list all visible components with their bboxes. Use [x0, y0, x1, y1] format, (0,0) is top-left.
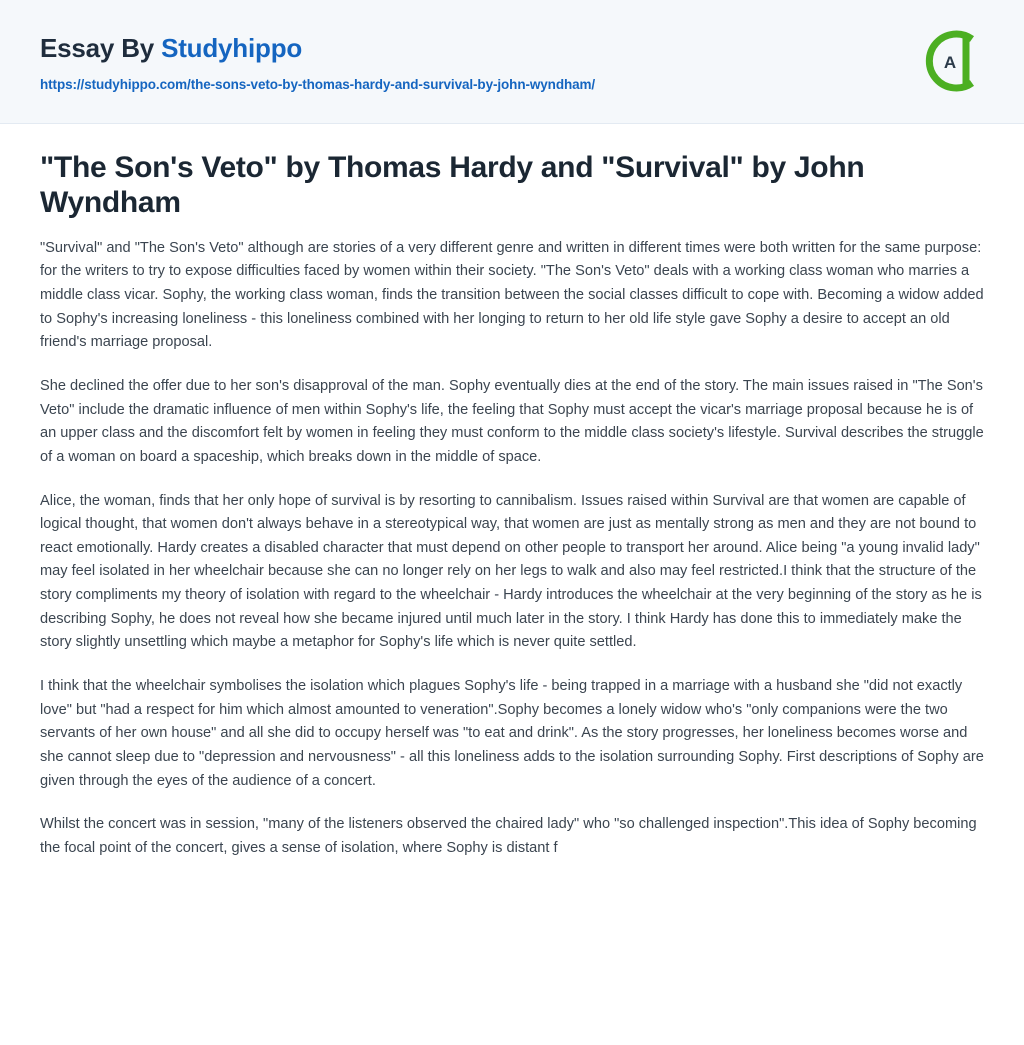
site-url[interactable]: https://studyhippo.com/the-sons-veto-by-thomas-hardy-and-survival-by-john-wyndham/	[40, 76, 596, 92]
article-body	[0, 124, 1024, 891]
article-paragraph: Alice, the woman, finds that her only hope of survival is by resorting to cannibalism. Issues raised within Survival are that women are capable of logical thought, that women don't always behave in a stereotypical way, that women are just as mentally strong as men and they are not bound to react emotionally. Hardy creates a disabled character that must depend on other people to transport her around. Alice being "a young invalid lady" may feel isolated in her wheelchair because she can no longer rely on her legs to walk and also may feel restricted.I think that the structure of the story compliments my theory of isolation with regard to the wheelchair - Hardy introduces the wheelchair at the very beginning of the story as he is describing Sophy, he does not reveal how she became injured until much later in the story. I think Hardy has done this to immediately make the story slightly unsettling which maybe a metaphor for Sophy's life which is never quite settled.	[40, 492, 982, 651]
brand-title	[40, 34, 984, 63]
article-paragraph: I think that the wheelchair symbolises the isolation which plagues Sophy's life - being trapped in a marriage with a husband she "did not exactly love" but "had a respect for him which almost amounted to veneration".Sophy becomes a lonely widow who's "only companions were the two servants of her own house" and all she did to occupy herself was "to eat and drink". As the story progresses, her loneliness becomes worse and she cannot sleep due to "depression and nervousness" - all this loneliness adds to the isolation surrounding Sophy. First descriptions of Sophy are given through the eyes of the audience of a concert.	[40, 678, 984, 789]
brand-name: Studyhippo	[161, 33, 303, 63]
svg-text:A: A	[943, 53, 957, 72]
studyhippo-logo-icon	[910, 22, 988, 100]
page-title: "The Son's Veto" by Thomas Hardy and "Survival" by John Wyndham	[40, 151, 865, 220]
article-paragraph: She declined the offer due to her son's disapproval of the man. Sophy eventually dies at the end of the story. The main issues raised in "The Son's Veto" include the dramatic influence of men within Sophy's life, the feeling that Sophy must accept the vicar's marriage proposal because he is of an upper class and the discomfort felt by women in feeling they must conform to the middle class society's lifestyle. Survival describes the struggle of a woman on board a spaceship, which breaks down in the middle of space.	[40, 377, 984, 465]
site-header	[0, 0, 1024, 124]
brand-prefix: Essay By	[40, 33, 162, 63]
article-paragraph-truncated: Whilst the concert was in session, "many of the listeners observed the chaired lady" who "so challenged inspection".This idea of Sophy becoming the focal point of the concert, gives a sense of isolation, where Sophy is distant f	[40, 816, 977, 856]
article-paragraph: "Survival" and "The Son's Veto" although are stories of a very different genre and written in different times were both written for the same purpose: for the writers to try to expose difficulties faced by women within their society. "The Son's Veto" deals with a working class woman who marries a middle class vicar. Sophy, the working class woman, finds the transition between the social classes difficult to cope with. Becoming a widow added to Sophy's increasing loneliness - this loneliness combined with her longing to return to her old life style gave Sophy a desire to accept an old friend's marriage proposal.	[40, 239, 984, 351]
